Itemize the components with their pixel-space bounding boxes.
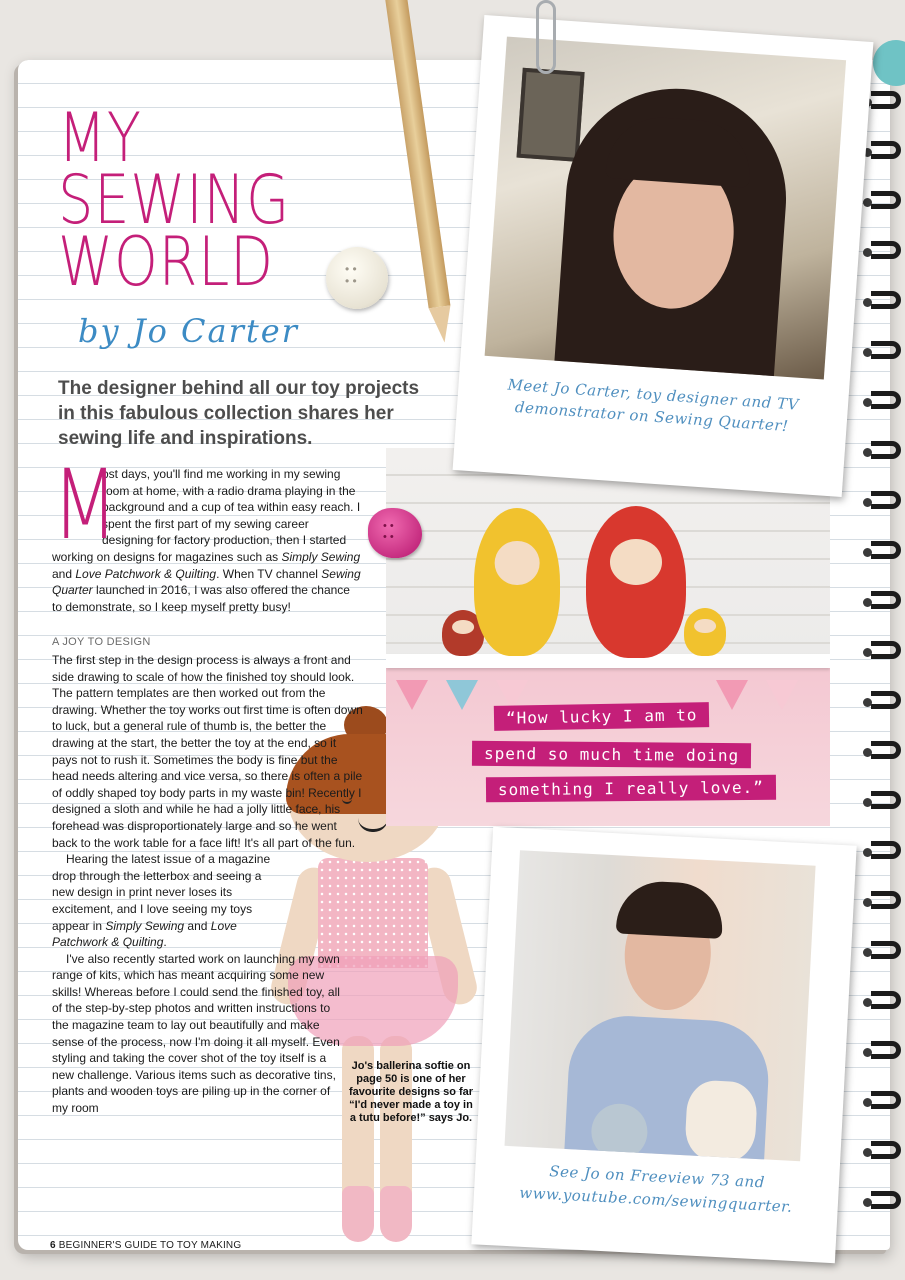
standfirst: The designer behind all our toy projects in this fabulous collection shares her sewing life and inspirations. bbox=[58, 378, 420, 449]
portrait-photo bbox=[485, 37, 846, 380]
spiral-ring bbox=[871, 191, 901, 209]
intro-italic: Sewing Quarter bbox=[52, 566, 361, 598]
studio-hair bbox=[616, 879, 725, 938]
drop-cap: M bbox=[52, 449, 119, 561]
spiral-ring bbox=[871, 291, 901, 309]
intro-text: and bbox=[52, 566, 76, 581]
portrait-caption: Meet Jo Carter, toy designer and TV demonstrator on Sewing Quarter! bbox=[507, 375, 800, 436]
spiral-ring bbox=[871, 391, 901, 409]
spiral-ring bbox=[871, 691, 901, 709]
toy-bunny bbox=[684, 1079, 758, 1161]
intro-text: ost days, you'll find me working in my sewing room at home, with a radio drama playing in the background and a cup of tea within easy reach. I spent the first part of my sewing career designing for factory production, then I started working on designs for magazines such as bbox=[52, 467, 361, 564]
intro-italic: Simply Sewing bbox=[281, 549, 361, 564]
body-paragraph-3: I've also recently started work on launching my own range of kits, which has meant acquiring some new skills! Whereas before I could send the finished toy, all of the step-by-step photos and written instructions to the magazine team to lay out beautifully and make sense of the process, now I'm doing it all myself. Even styling and taking the cover shot of the toy itself is a new challenge. Various items such as decorative tins, plants and wooden toys are piling up in the corner of my room bbox=[52, 951, 340, 1116]
body-column bbox=[52, 652, 362, 1117]
pull-quote-line-3: something I really love.” bbox=[486, 775, 776, 803]
nesting-dolls-photo bbox=[386, 448, 830, 826]
nesting-doll-face bbox=[610, 539, 662, 585]
studio-caption bbox=[487, 1157, 825, 1221]
spiral-binding bbox=[861, 45, 901, 1245]
body-paragraph-1: The first step in the design process is always a front and side drawing to scale of how the finished toy should look. The pattern templates are then worked out from the drawing. Whether the toy works out first time is often down to luck, but a general rule of thumb is, the better the drawing at the start, the better the toy at the end, so it pays not to rush it. Sometimes the body is fine but the head needs altering and vice versa, so there is often a pile of oddly shaped toy body parts in my waste bin! Recently I designed a sloth and while he had a jolly little face, his forehead was disproportionately large and so he went back to the work table for a face lift! It's all part of the fun. bbox=[52, 653, 363, 850]
spiral-ring bbox=[871, 341, 901, 359]
nesting-doll-face bbox=[495, 541, 540, 585]
spiral-ring bbox=[871, 1191, 901, 1209]
doll-shoe bbox=[342, 1186, 374, 1242]
studio-photo bbox=[505, 850, 816, 1161]
bunting-flag bbox=[716, 680, 748, 710]
spiral-ring bbox=[871, 641, 901, 659]
nesting-doll-face bbox=[694, 619, 716, 633]
nesting-doll bbox=[684, 608, 726, 656]
spiral-ring bbox=[871, 841, 901, 859]
title-line-1: MY SEWING bbox=[58, 99, 291, 240]
spiral-ring bbox=[871, 141, 901, 159]
page-number: 6 bbox=[50, 1240, 56, 1251]
polaroid-studio bbox=[471, 827, 856, 1263]
spiral-ring bbox=[871, 591, 901, 609]
pull-quote-line-2: spend so much time doing bbox=[472, 741, 751, 768]
spiral-ring bbox=[871, 891, 901, 909]
para2-italic: Simply Sewing bbox=[105, 918, 185, 933]
pull-quote-line-1: “How lucky I am to bbox=[494, 702, 710, 731]
nesting-doll bbox=[474, 508, 560, 656]
spiral-ring bbox=[871, 941, 901, 959]
nesting-doll-face bbox=[452, 620, 474, 634]
doll-shoe bbox=[380, 1186, 412, 1242]
spiral-ring bbox=[871, 1091, 901, 1109]
polaroid-portrait bbox=[453, 15, 874, 497]
para2-italic: Love Patchwork & Quilting bbox=[52, 918, 237, 950]
page-title bbox=[58, 99, 320, 302]
paperclip-icon bbox=[536, 0, 556, 74]
para2-text: and bbox=[184, 918, 211, 933]
bunting-flag bbox=[446, 680, 478, 710]
page-footer bbox=[50, 1240, 241, 1251]
section-subhead: A JOY TO DESIGN bbox=[52, 636, 151, 648]
doll-caption: Jo's ballerina softie on page 50 is one of her favourite designs so far “I'd never made a toy in a tutu before!” says Jo. bbox=[348, 1060, 474, 1124]
intro-italic: Love Patchwork & Quilting bbox=[75, 566, 217, 581]
byline: by Jo Carter bbox=[78, 312, 299, 350]
intro-paragraph bbox=[52, 449, 362, 615]
sewing-button-decoration bbox=[326, 247, 388, 309]
spiral-ring bbox=[871, 241, 901, 259]
spiral-ring bbox=[871, 441, 901, 459]
publication-name: BEGINNER'S GUIDE TO TOY MAKING bbox=[58, 1240, 242, 1251]
spiral-ring bbox=[871, 1041, 901, 1059]
para2-text: Hearing the latest issue of a magazine drop through the letterbox and seeing a new design in print never loses its excitement, and I love seeing my toys appear in bbox=[52, 852, 271, 933]
spiral-ring bbox=[871, 541, 901, 559]
studio-caption-line-2: www.youtube.com/sewingquarter. bbox=[518, 1183, 793, 1216]
spiral-ring bbox=[871, 91, 901, 109]
shelf bbox=[386, 654, 830, 668]
body-paragraph-2 bbox=[52, 851, 280, 951]
intro-text: . When TV channel bbox=[216, 566, 322, 581]
framed-picture bbox=[517, 68, 585, 162]
spiral-ring bbox=[871, 991, 901, 1009]
para2-text: . bbox=[163, 935, 167, 950]
title-line-2: WORLD bbox=[58, 223, 274, 302]
nesting-doll bbox=[586, 506, 686, 658]
spiral-ring bbox=[871, 791, 901, 809]
spiral-ring bbox=[871, 1141, 901, 1159]
pink-button-decoration bbox=[368, 508, 422, 558]
studio-caption-line-1: See Jo on Freeview 73 and bbox=[548, 1162, 766, 1192]
spiral-ring bbox=[871, 741, 901, 759]
bunting-flag bbox=[396, 680, 428, 710]
intro-text: launched in 2016, I was also offered the chance to demonstrate, so I keep myself pretty busy! bbox=[52, 583, 350, 614]
spiral-ring bbox=[871, 491, 901, 509]
bunting-flag bbox=[766, 680, 798, 710]
